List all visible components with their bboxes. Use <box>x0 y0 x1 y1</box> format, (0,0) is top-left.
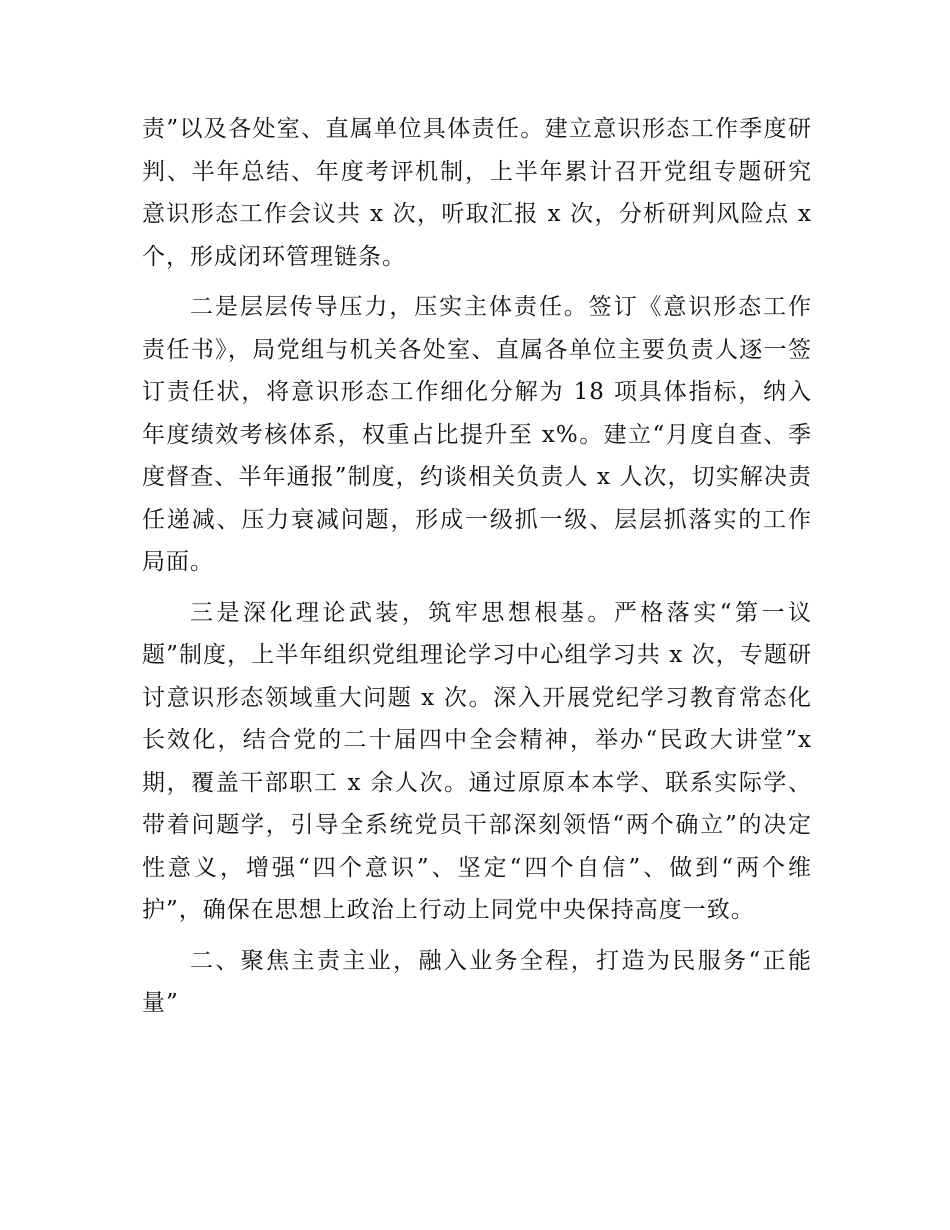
paragraph-pressure-transmission: 二是层层传导压力，压实主体责任。签订《意识形态工作责任书》，局党组与机关各处室、直属各单位主要负责人逐一签订责任状，将意识形态工作细化分解为 18 项具体指标，纳入年度绩效考核体系，权重占比提升至 x%。建立“月度自查、季度督查、半年通报”制度，约谈相关负责人 x 人次，切实解决责任递减、压力衰减问题，形成一级抓一级、层层抓落实的工作局面。 <box>142 294 812 575</box>
document-body <box>142 108 812 1033</box>
paragraph-continuation: 责”以及各处室、直属单位具体责任。建立意识形态工作季度研判、半年总结、年度考评机制，上半年累计召开党组专题研究意识形态工作会议共 x 次，听取汇报 x 次，分析研判风险点 x 个，形成闭环管理链条。 <box>142 116 813 270</box>
paragraph-theory-study: 三是深化理论武装，筑牢思想根基。严格落实“第一议题”制度，上半年组织党组理论学习中心组学习共 x 次，专题研讨意识形态领域重大问题 x 次。深入开展党纪学习教育常态化长效化，结合党的二十届四中全会精神，举办“民政大讲堂”x 期，覆盖干部职工 x 余人次。通过原原本本学、联系实际学、带着问题学，引导全系统党员干部深刻领悟“两个确立”的决定性意义，增强“四个意识”、坚定“四个自信”、做到“两个维护”，确保在思想上政治上行动上同党中央保持高度一致。 <box>142 599 812 923</box>
section-heading: 二、聚焦主责主业，融入业务全程，打造为民服务“正能量” <box>142 947 812 1016</box>
